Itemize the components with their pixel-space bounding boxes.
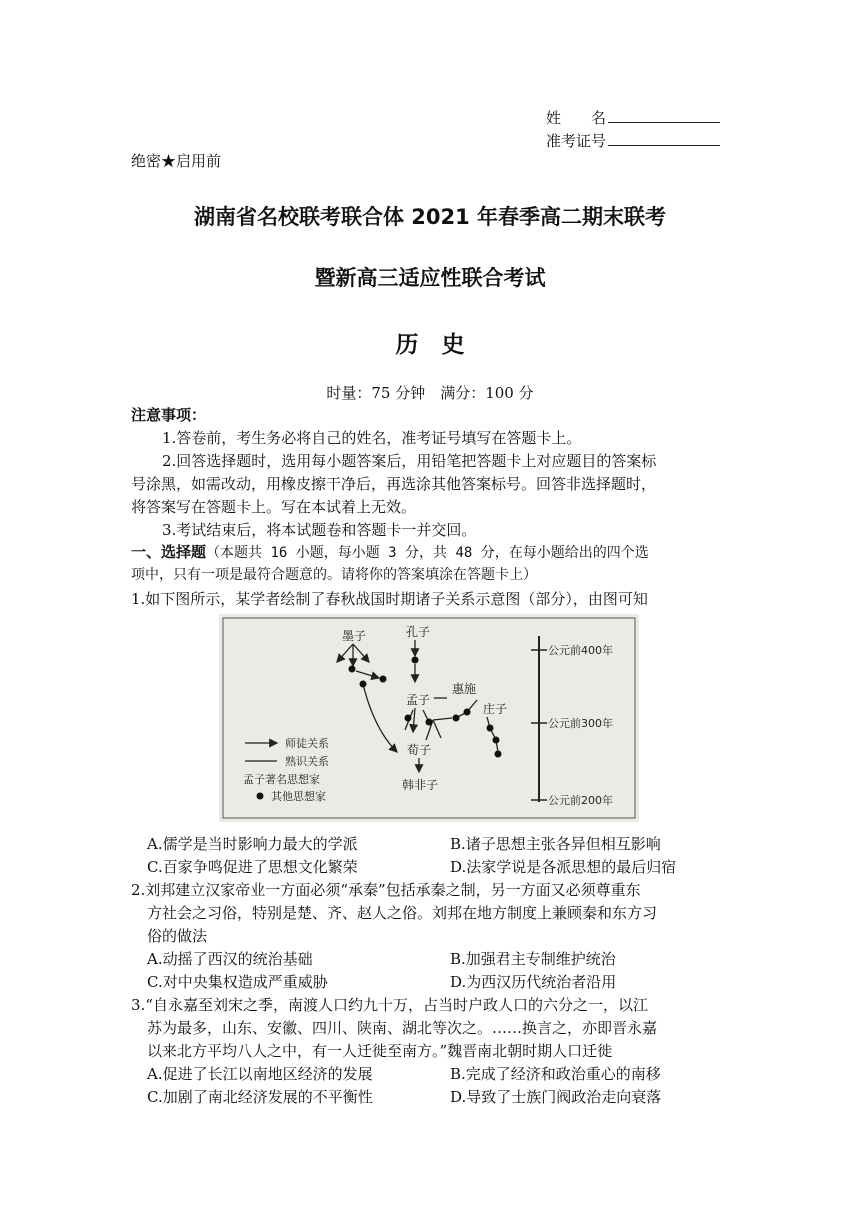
section-instruction: 项中，只有一项是最符合题意的。请将你的答案填涂在答题卡上） (131, 567, 537, 583)
question-stem: 2.刘邦建立汉家帝业一方面必须“承秦”包括承秦之制，另一方面又必须尊重东 (131, 881, 641, 899)
legend-famous: 孟子著名思想家 (243, 773, 320, 786)
notes-heading: 注意事项： (131, 406, 207, 424)
section-title: 一、选择题 (131, 543, 207, 561)
name-label: 姓 名 (546, 109, 607, 127)
question-stem: 以来北方平均八人之中，有一人迁徙至南方。”魏晋南北朝时期人口迁徙 (147, 1042, 613, 1060)
philosophers-diagram (219, 614, 639, 822)
secret-mark: 绝密★启用前 (131, 152, 222, 170)
philosopher-mozi: 墨子 (342, 629, 367, 643)
timeline-label: 公元前400年 (548, 644, 613, 657)
legend-acquaint: 熟识关系 (285, 755, 329, 768)
exam-meta: 时量：75 分钟 满分：100 分 (326, 384, 534, 402)
section-instruction: （本题共 16 小题，每小题 3 分，共 48 分，在每小题给出的四个选 (206, 545, 649, 561)
option-d: D.导致了士族门阀政治走向衰落 (450, 1088, 662, 1106)
legend-other: 其他思想家 (271, 790, 326, 803)
option-a: A.动摇了西汉的统治基础 (147, 950, 313, 968)
exam-number-blank (608, 129, 720, 146)
note-item: 3.考试结束后，将本试题卷和答题卡一并交回。 (162, 521, 477, 539)
option-a: A.儒学是当时影响力最大的学派 (147, 835, 358, 853)
section-heading (131, 541, 649, 564)
exam-title-line1: 湖南省名校联考联合体 2021 年春季高二期末联考 (193, 205, 667, 229)
timeline-label: 公元前200年 (548, 794, 613, 807)
note-item: 1.答卷前，考生务必将自己的姓名，准考证号填写在答题卡上。 (162, 429, 582, 447)
option-c: C.对中央集权造成严重威胁 (147, 973, 328, 991)
option-d: D.为西汉历代统治者沿用 (450, 973, 617, 991)
name-field (546, 106, 720, 129)
option-b: B.加强君主专制维护统治 (450, 950, 616, 968)
question-stem: 俗的做法 (147, 927, 208, 945)
philosopher-hanfeizi: 韩非子 (402, 778, 439, 792)
option-d: D.法家学说是各派思想的最后归宿 (450, 858, 677, 876)
option-a: A.促进了长江以南地区经济的发展 (147, 1065, 373, 1083)
exam-number-field (546, 129, 720, 152)
option-c: C.百家争鸣促进了思想文化繁荣 (147, 858, 358, 876)
philosopher-mengzi: 孟子 (406, 693, 431, 707)
name-blank (608, 106, 720, 123)
question-stem: 方社会之习俗，特别是楚、齐、赵人之俗。刘邦在地方制度上兼顾秦和东方习 (147, 904, 658, 922)
philosopher-huishi: 惠施 (452, 682, 477, 696)
timeline-label: 公元前300年 (548, 717, 613, 730)
note-item: 2.回答选择题时，选用每小题答案后，用铅笔把答题卡上对应题目的答案标 (162, 452, 657, 470)
option-b: B.完成了经济和政治重心的南移 (450, 1065, 661, 1083)
diagram-svg (219, 614, 639, 822)
diagram-legend (243, 736, 329, 803)
legend-teacher: 师徒关系 (285, 737, 329, 750)
exam-number-label: 准考证号 (546, 132, 607, 150)
question-stem: 1.如下图所示，某学者绘制了春秋战国时期诸子关系示意图（部分），由图可知 (131, 590, 648, 608)
exam-title-line2: 暨新高三适应性联合考试 (314, 266, 546, 290)
philosopher-zhuangzi: 庄子 (483, 702, 508, 716)
subject-title: 历 史 (395, 332, 465, 358)
philosopher-xunzi: 荀子 (407, 743, 432, 757)
note-item: 将答案写在答题卡上。写在本试着上无效。 (131, 498, 417, 516)
question-stem: 3.“自永嘉至刘宋之季，南渡人口约九十万，占当时户政人口的六分之一，以江 (131, 996, 648, 1014)
option-b: B.诸子思想主张各异但相互影响 (450, 835, 661, 853)
note-item: 号涂黑，如需改动，用橡皮擦干净后，再选涂其他答案标号。回答非选择题时， (131, 475, 657, 493)
question-stem: 苏为最多，山东、安徽、四川、陕南、湖北等次之。……换言之，亦即晋永嘉 (147, 1019, 658, 1037)
option-c: C.加剧了南北经济发展的不平衡性 (147, 1088, 373, 1106)
philosopher-kongzi: 孔子 (406, 625, 431, 639)
